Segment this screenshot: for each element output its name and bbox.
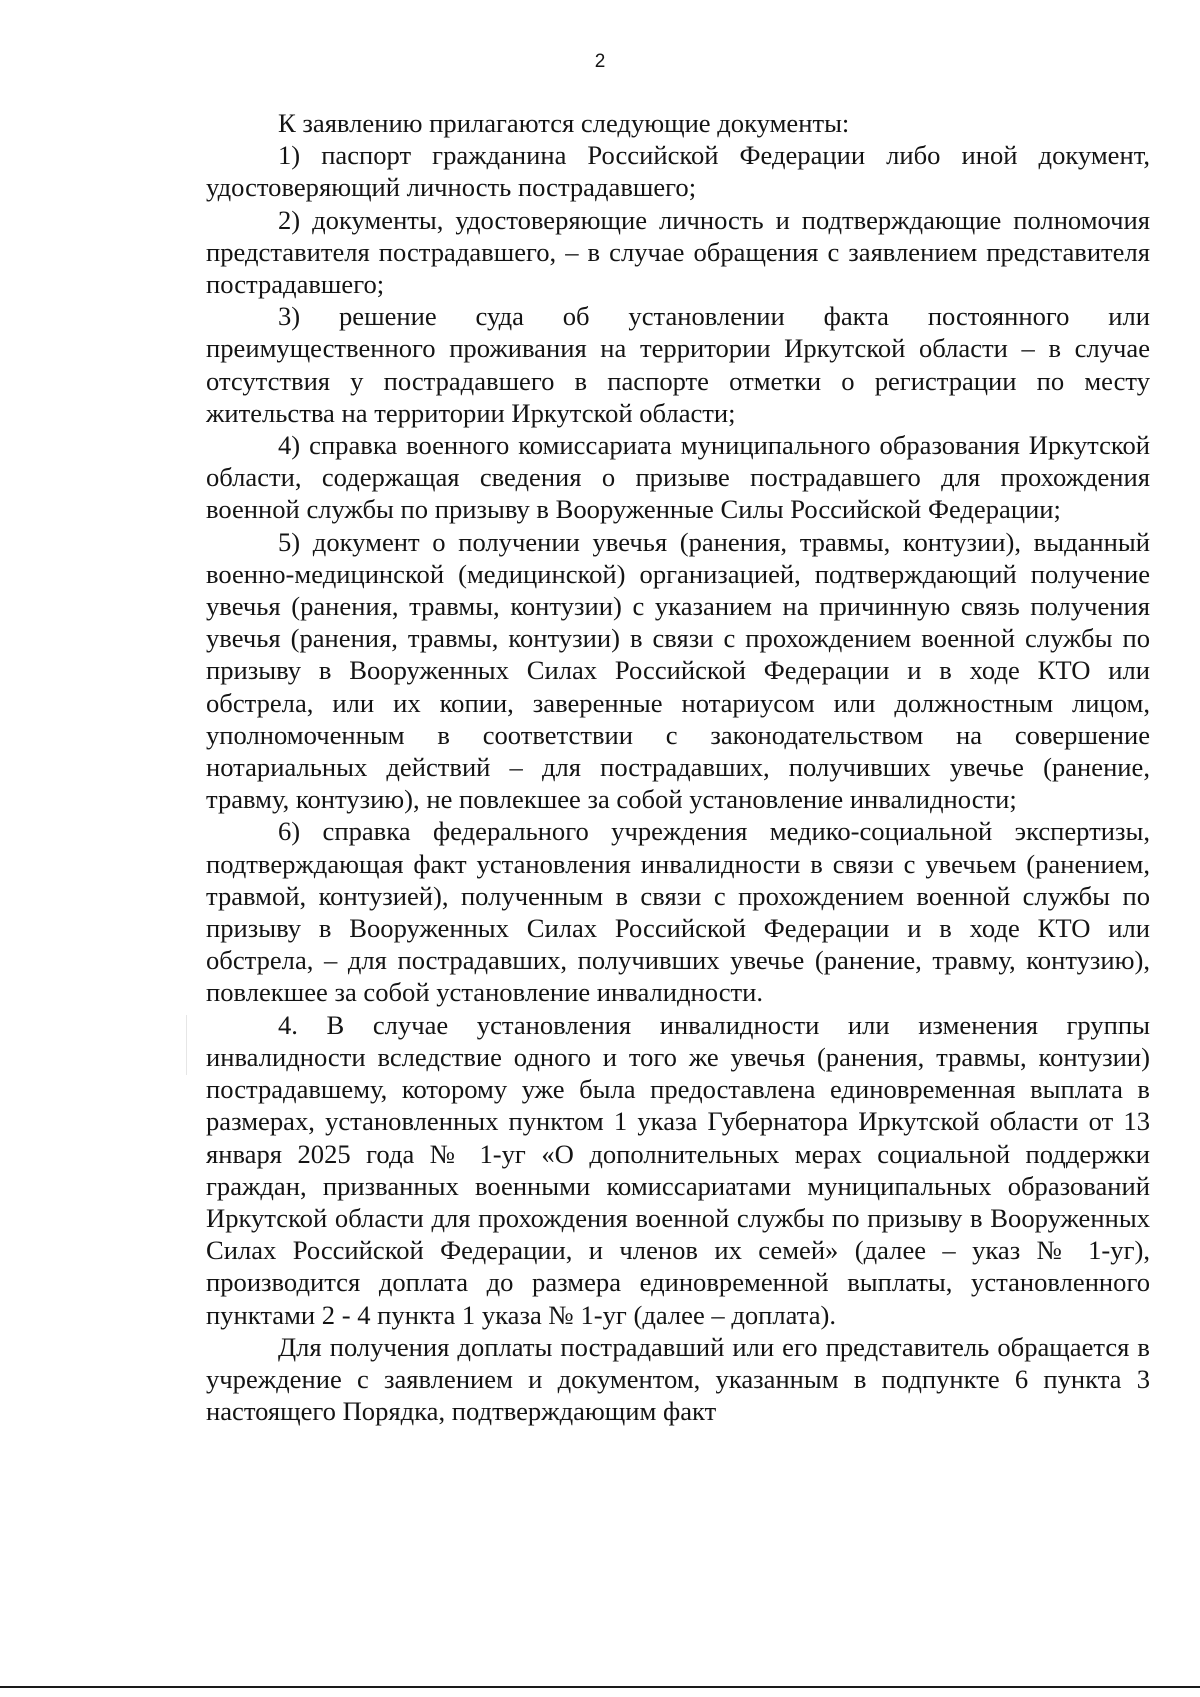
page-number: 2: [594, 51, 606, 72]
paragraph-section-4: 4. В случае установления инвалидности или изменения группы инвалидности вследствие одного и того же увечья (ранения, травмы, контузии) пострадавшему, которому уже была предоставлена единовременная выплата в размерах, установленных пунктом 1 указа Губернатора Иркутской области от 13 января 2025 года № 1-уг «О дополнительных мерах социальной поддержки граждан, призванных военными комиссариатами муниципальных образований Иркутской области для прохождения военной службы по призыву в Вооруженных Силах Российской Федерации, и членов их семей» (далее – указ № 1-уг), производится доплата до размера единовременной выплаты, установленного пунктами 2 - 4 пункта 1 указа № 1-уг (далее – доплата).: [206, 1009, 1150, 1330]
scan-bottom-edge: [0, 1686, 1200, 1688]
paragraph-item-3: 3) решение суда об установлении факта постоянного или преимущественного проживания на территории Иркутской области – в случае отсутствия у пострадавшего в паспорте отметки о регистрации по месту жительства на территории Иркутской области;: [206, 301, 1150, 428]
paragraph-item-5: 5) документ о получении увечья (ранения, травмы, контузии), выданный военно-медицинской (медицинской) организацией, подтверждающий получение увечья (ранения, травмы, контузии) с указанием на причинную связь получения увечья (ранения, травмы, контузии) в связи с прохождением военной службы по призыву в Вооруженных Силах Российской Федерации и в ходе КТО или обстрела, или их копии, заверенные нотариусом или должностным лицом, уполномоченным в соответствии с законодательством на совершение нотариальных действий – для пострадавших, получивших увечье (ранение, травму, контузию), не повлекшее за собой установление инвалидности;: [206, 526, 1150, 815]
paragraph-item-1: 1) паспорт гражданина Российской Федерации либо иной документ, удостоверяющий личность пострадавшего;: [206, 140, 1150, 203]
paragraph-surcharge: Для получения доплаты пострадавший или его представитель обращается в учреждение с заявлением и документом, указанным в подпункте 6 пункта 3 настоящего Порядка, подтверждающим факт: [206, 1331, 1150, 1427]
paragraph-item-4: 4) справка военного комиссариата муниципального образования Иркутской области, содержащая сведения о призыве пострадавшего для прохождения военной службы по призыву в Вооруженные Силы Российской Федерации;: [206, 430, 1150, 525]
paragraph-item-2: 2) документы, удостоверяющие личность и подтверждающие полномочия представителя пострадавшего, – в случае обращения с заявлением представителя пострадавшего;: [206, 204, 1150, 300]
paragraph-intro: К заявлению прилагаются следующие документы:: [278, 108, 850, 138]
paragraph-item-6: 6) справка федерального учреждения медико-социальной экспертизы, подтверждающая факт установления инвалидности в связи с увечьем (ранением, травмой, контузией), полученным в связи с прохождением военной службы по призыву в Вооруженных Силах Российской Федерации и в ходе КТО или обстрела, – для пострадавших, получивших увечье (ранение, травму, контузию), повлекшее за собой установление инвалидности.: [206, 816, 1150, 1008]
document-body: [206, 107, 1150, 1427]
scan-artifact: [186, 1015, 187, 1075]
